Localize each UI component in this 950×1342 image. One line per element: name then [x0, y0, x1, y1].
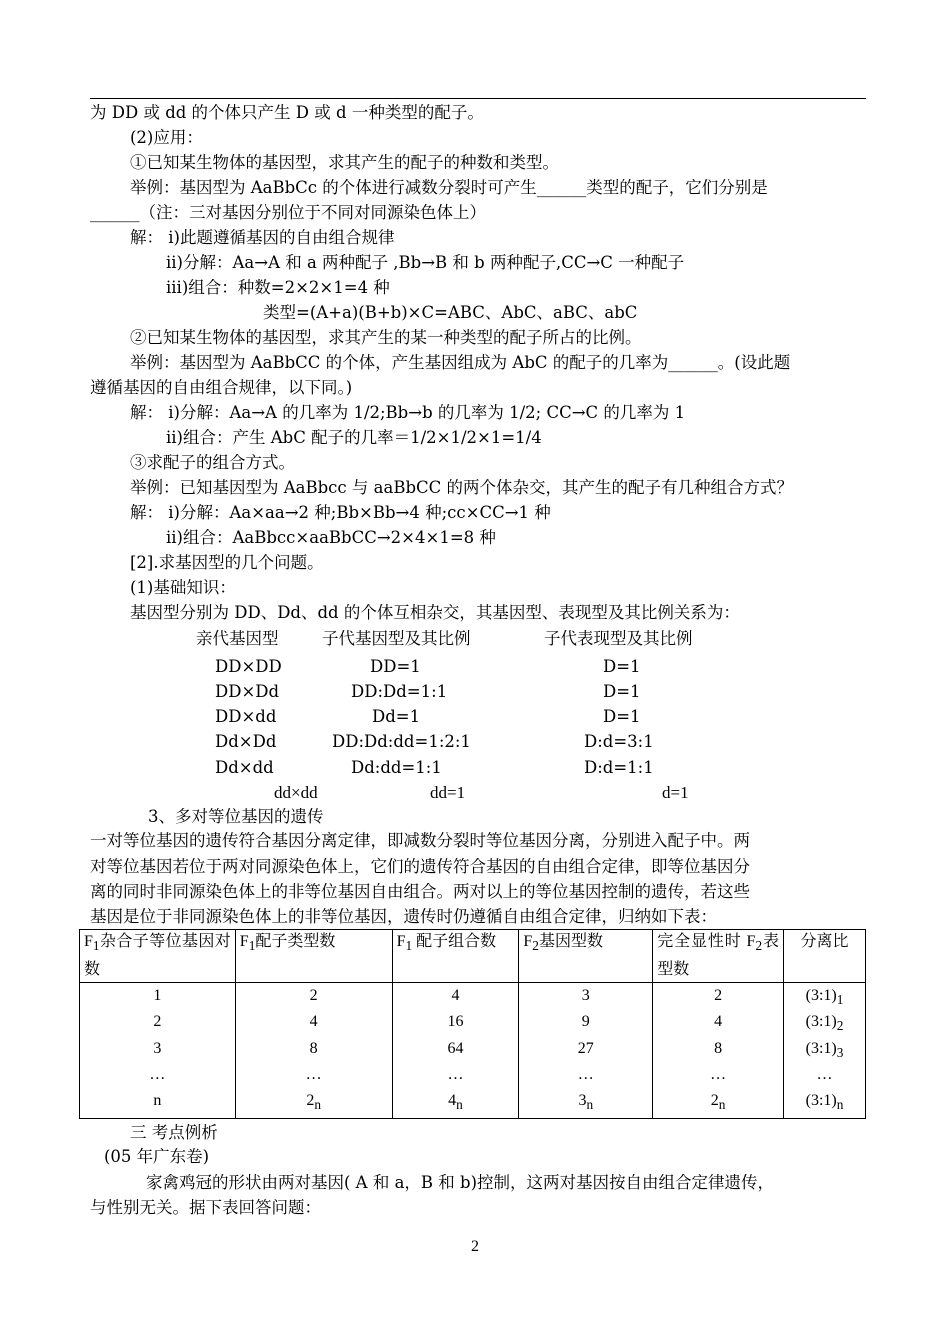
table-row	[80, 1011, 866, 1037]
text-line: iii)组合：种数=2×2×1=4 种	[166, 278, 390, 297]
table-cell: 4	[235, 1011, 392, 1037]
cross-cell: DD:Dd=1:1	[351, 682, 448, 701]
text-line: 举例：已知基因型为 AaBbcc 与 aaBbCC 的两个体杂交，其产生的配子有几种组合方式？	[130, 478, 794, 497]
table-cell: …	[653, 1064, 784, 1090]
table-cell: …	[80, 1064, 236, 1090]
cross-cell: DD=1	[370, 657, 421, 676]
cross-cell: DD×DD	[215, 657, 282, 676]
cross-header: 亲代基因型	[196, 629, 279, 648]
table-cell: n	[80, 1090, 236, 1119]
text-line: 类型=(A+a)(B+b)×C=ABC、AbC、aBC、abC	[263, 303, 638, 322]
header-cell: $F_1$ 配子组合数	[392, 930, 519, 983]
text-line: 与性别无关。据下表回答问题：	[90, 1198, 321, 1217]
text-line: (1)基础知识：	[130, 578, 236, 597]
text-line: ii)分解：Aa→A 和 a 两种配子 ,Bb→B 和 b 两种配子,CC→C 一种配子	[166, 253, 685, 272]
table-cell: 8	[653, 1038, 784, 1064]
table-cell: $2_n$	[653, 1090, 784, 1119]
cross-cell: D:d=1:1	[584, 758, 654, 777]
cross-cell: DD×Dd	[215, 682, 280, 701]
cross-cell: Dd×dd	[215, 758, 274, 777]
cross-cell: D=1	[603, 657, 641, 676]
text-line: 举例：基因型为 AaBbCC 的个体，产生基因组成为 AbC 的配子的几率为______。(设此题	[130, 353, 791, 372]
header-cell: $F_1$杂合子等位基因对数	[80, 930, 236, 983]
table-cell: $(3:1)_2$	[784, 1011, 866, 1037]
text-line: 一对等位基因的遗传符合基因分离定律，即减数分裂时等位基因分离，分别进入配子中。两	[90, 831, 750, 850]
text-line: 遵循基因的自由组合规律，以下同。)	[90, 378, 353, 397]
text-line: 解： i)分解：Aa×aa→2 种;Bb×Bb→4 种;cc×CC→1 种	[130, 503, 551, 522]
text-line: [2].求基因型的几个问题。	[130, 553, 324, 572]
table-cell: 2	[653, 983, 784, 1012]
cross-cell: Dd:dd=1:1	[351, 758, 442, 777]
table-row	[80, 1038, 866, 1064]
text-line: ii)组合：产生 AbC 配子的几率＝1/2×1/2×1=1/4	[166, 428, 542, 447]
text-line: 离的同时非同源染色体上的非等位基因自由组合。两对以上的等位基因控制的遗传，若这些	[90, 882, 750, 901]
text-line: ①已知某生物体的基因型，求其产生的配子的种数和类型。	[130, 153, 559, 172]
table-cell: 8	[235, 1038, 392, 1064]
cross-cell: DD×dd	[215, 707, 277, 726]
table-cell: …	[784, 1064, 866, 1090]
table-cell: 2	[235, 983, 392, 1012]
text-line: 举例：基因型为 AaBbCc 的个体进行减数分裂时可产生______类型的配子，它们分别是	[130, 178, 768, 197]
cross-cell: d=1	[662, 783, 689, 802]
header-rule	[90, 98, 866, 99]
table-cell: 2	[80, 1011, 236, 1037]
table-row	[80, 1090, 866, 1119]
cross-header: 子代表现型及其比例	[544, 629, 693, 648]
text-line: 为 DD 或 dd 的个体只产生 D 或 d 一种类型的配子。	[90, 103, 484, 122]
header-cell: $F_1$配子类型数	[235, 930, 392, 983]
text-line: 基因型分别为 DD、Dd、dd 的个体互相杂交，其基因型、表现型及其比例关系为：	[130, 603, 740, 622]
text-line: ii)组合：AaBbcc×aaBbCC→2×4×1=8 种	[166, 528, 496, 547]
text-line: 对等位基因若位于两对同源染色体上，它们的遗传符合基因的自由组合定律，即等位基因分	[90, 857, 750, 876]
table-cell: 4	[392, 983, 519, 1012]
page-number: 2	[471, 1238, 479, 1255]
cross-cell: dd=1	[430, 783, 466, 802]
table-cell: …	[235, 1064, 392, 1090]
table-cell: 3	[80, 1038, 236, 1064]
text-line: 家禽鸡冠的形状由两对基因( A 和 a，B 和 b)控制，这两对基因按自由组合定律遗传，	[146, 1173, 775, 1192]
text-line: 解： i)此题遵循基因的自由组合规律	[130, 228, 395, 247]
table-cell: 3	[519, 983, 653, 1012]
table-cell: …	[392, 1064, 519, 1090]
header-cell: $F_2$基因型数	[519, 930, 653, 983]
table-cell: $3_n$	[519, 1090, 653, 1119]
section-heading: 3、多对等位基因的遗传	[148, 807, 324, 826]
table-row	[80, 1064, 866, 1090]
header-cell: 完全显性时 $F_2$表型数	[653, 930, 784, 983]
table-cell: $(3:1)_1$	[784, 983, 866, 1012]
text-line: ______（注：三对基因分别位于不同对同源染色体上）	[90, 203, 486, 222]
table-cell: 9	[519, 1011, 653, 1037]
table-header-row	[80, 930, 866, 983]
text-line: ③求配子的组合方式。	[130, 453, 295, 472]
text-line: 基因是位于非同源染色体上的非等位基因，遗传时仍遵循自由组合定律，归纳如下表：	[90, 907, 717, 926]
cross-cell: DD:Dd:dd=1:2:1	[332, 732, 471, 751]
table-cell: 27	[519, 1038, 653, 1064]
source-note: (05 年广东卷)	[104, 1147, 210, 1166]
cross-cell: D:d=3:1	[584, 732, 654, 751]
header-cell: 分离比	[784, 930, 866, 983]
table-cell: 4	[653, 1011, 784, 1037]
table-cell: $4_n$	[392, 1090, 519, 1119]
table-cell: $(3:1)_3$	[784, 1038, 866, 1064]
section-heading: 三 考点例析	[130, 1123, 218, 1142]
cross-cell: dd×dd	[274, 783, 318, 802]
text-line: 解： i)分解：Aa→A 的几率为 1/2;Bb→b 的几率为 1/2; CC→C 的几率为 1	[130, 403, 686, 422]
text-line: ②已知某生物体的基因型，求其产生的某一种类型的配子所占的比例。	[130, 328, 642, 347]
gene-summary-table	[79, 929, 866, 1119]
table-cell: 16	[392, 1011, 519, 1037]
cross-cell: D=1	[603, 707, 641, 726]
table-row	[80, 983, 866, 1012]
table-cell: 64	[392, 1038, 519, 1064]
cross-cell: Dd=1	[372, 707, 421, 726]
cross-header: 子代基因型及其比例	[322, 629, 471, 648]
text-line: (2)应用：	[130, 128, 203, 147]
table-cell: $(3:1)_n$	[784, 1090, 866, 1119]
table-cell: …	[519, 1064, 653, 1090]
table-cell: $2_n$	[235, 1090, 392, 1119]
cross-cell: D=1	[603, 682, 641, 701]
cross-cell: Dd×Dd	[215, 732, 277, 751]
table-cell: 1	[80, 983, 236, 1012]
